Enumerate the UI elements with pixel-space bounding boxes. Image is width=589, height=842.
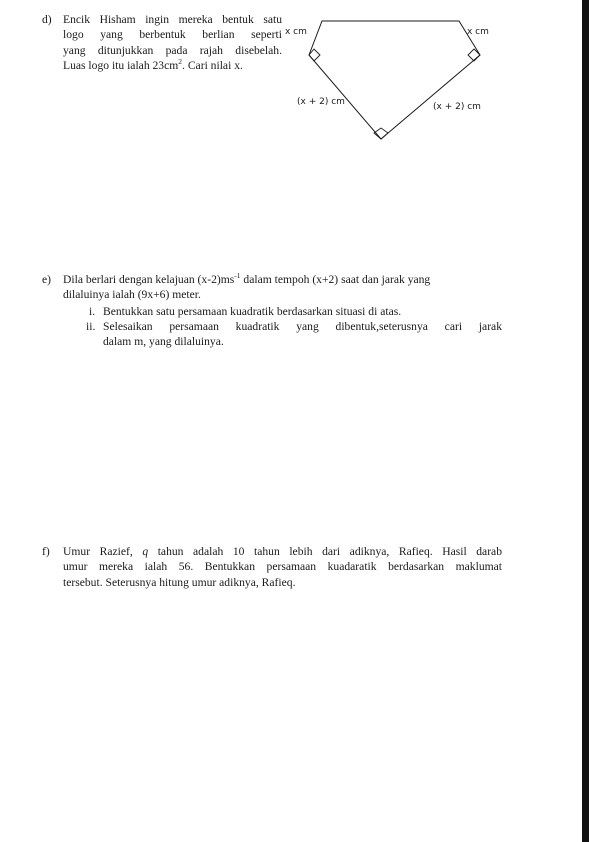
time-text: dalam tempoh (x+2) saat dan jarak yang	[240, 273, 431, 286]
page-right-edge	[582, 0, 589, 842]
question-d-label: d)	[42, 13, 52, 26]
label-top-right: x cm	[467, 27, 489, 37]
area-text-end: . Cari nilai x.	[182, 59, 243, 73]
question-e-label: e)	[42, 273, 52, 286]
sub-ii-line-1: Selesaikan persamaan kuadratik yang dibentuk,seterusnya cari jarak	[103, 320, 502, 333]
question-f-label: f)	[42, 545, 50, 558]
variable-q: q	[142, 545, 149, 558]
right-angle-marker-right	[468, 49, 480, 61]
question-e-sub-ii	[86, 319, 502, 353]
question-d-line-3: yang ditunjukkan pada rajah disebelah.	[63, 43, 282, 57]
question-f-line-3: tersebut. Seterusnya hitung umur adiknya, Rafieq.	[63, 575, 296, 589]
question-d-line-4	[63, 58, 282, 73]
question-e-line-2: dilaluinya ialah (9x+6) meter.	[63, 288, 201, 302]
sub-i-text: Bentukkan satu persamaan kuadratik berdasarkan situasi di atas.	[103, 305, 402, 318]
question-f-text	[63, 544, 502, 590]
question-d-line-1: Encik Hisham ingin mereka bentuk satu	[63, 13, 282, 26]
razief-text-end: tahun adalah 10 tahun lebih dari adiknya, Rafieq. Hasil darab	[148, 545, 503, 558]
sub-i-number: i.	[89, 305, 96, 318]
speed-text: Dila berlari dengan kelajuan (x-2)ms	[63, 273, 235, 286]
sub-ii-text	[103, 319, 502, 350]
sub-ii-line-2: dalam m, yang dilaluinya.	[103, 335, 224, 349]
label-bottom-right: (x + 2) cm	[433, 102, 481, 112]
label-bottom-left: (x + 2) cm	[297, 97, 345, 107]
question-d	[42, 12, 282, 82]
question-e-text	[63, 272, 502, 303]
sub-ii-number: ii.	[86, 320, 96, 333]
speed-superscript: -1	[234, 271, 241, 280]
question-e-line-1	[63, 272, 502, 287]
area-superscript: 2	[178, 57, 183, 67]
area-text: Luas logo itu ialah 23cm	[63, 59, 179, 73]
question-e	[42, 272, 502, 308]
label-top-left: x cm	[285, 27, 307, 37]
logo-shape	[285, 18, 505, 148]
question-f-line-2: umur mereka ialah 56. Bentukkan persamaan kuadaratik berdasarkan maklumat	[63, 560, 502, 574]
question-d-line-2: logo yang berbentuk berlian seperti	[63, 28, 282, 42]
question-d-text	[63, 12, 282, 74]
question-f-line-1	[63, 544, 502, 559]
question-f	[42, 544, 502, 594]
razief-text: Umur Razief,	[63, 545, 143, 558]
logo-diagram	[285, 18, 505, 148]
